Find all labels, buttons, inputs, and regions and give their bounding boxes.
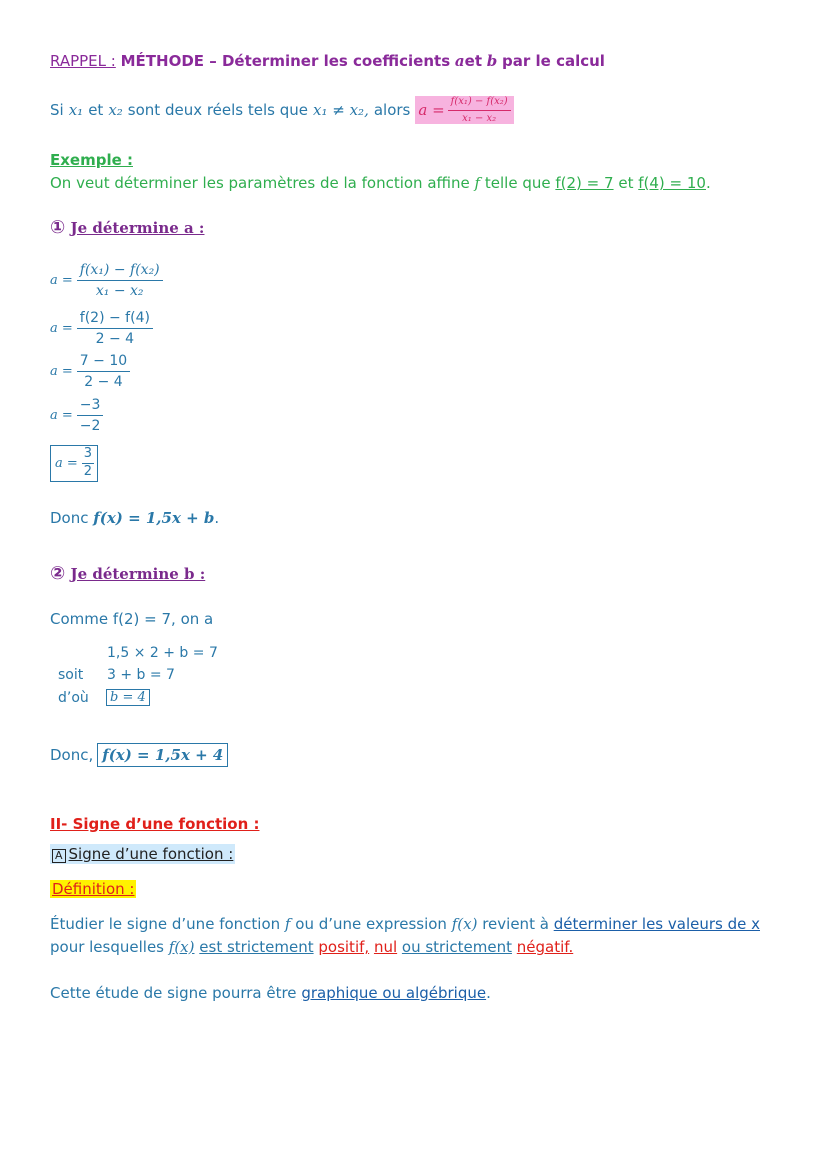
eq-2-lhs: a = xyxy=(50,321,73,337)
intro-formula xyxy=(415,96,513,124)
eq-boxed-lhs: a = xyxy=(55,455,78,471)
sub-title: Signe d’une fonction : xyxy=(68,845,234,863)
step-b-line1: 1,5 × 2 + b = 7 xyxy=(107,645,218,661)
def-line2b: est strictement xyxy=(199,938,314,956)
def-line2a: pour lesquelles xyxy=(50,938,164,956)
def-link1: déterminer les valeurs de x xyxy=(553,915,760,933)
rappel-suffix: par le calcul xyxy=(502,52,605,70)
intro-text1: sont deux réels tels que xyxy=(127,101,309,119)
eq-4-lhs: a = xyxy=(50,408,73,424)
eq-boxed-fraction xyxy=(82,447,94,480)
intro-line xyxy=(50,96,514,124)
exemple-telle: telle que xyxy=(484,174,551,192)
eq-3-lhs: a = xyxy=(50,364,73,380)
step-b-final-result: f(x) = 1,5x + 4 xyxy=(97,743,228,767)
eq-boxed-den: 2 xyxy=(83,463,93,479)
eq-3-den: 2 − 4 xyxy=(84,374,123,391)
step-b-line2: 3 + b = 7 xyxy=(107,667,175,683)
def-fx: f(x) xyxy=(451,915,478,933)
intro-et: et xyxy=(88,101,104,119)
eq-1-num: f(x₁) − f(x₂) xyxy=(77,262,163,281)
step-a-heading xyxy=(50,217,204,238)
intro-formula-num: f(x₁) − f(x₂) xyxy=(448,96,511,111)
intro-cond: x₁ ≠ x₂, xyxy=(313,101,369,119)
eq-line-1 xyxy=(50,262,163,299)
rappel-a: a xyxy=(454,52,465,70)
rappel-prefix: RAPPEL : xyxy=(50,52,116,70)
rappel-title: MÉTHODE – Déterminer les coefficients xyxy=(120,52,451,70)
eq-boxed-a xyxy=(50,445,98,482)
intro-formula-fraction xyxy=(448,96,511,124)
exemple-cond2: f(4) = 10 xyxy=(638,174,706,192)
step-b-dou: d’où xyxy=(58,690,89,706)
etude-dot: . xyxy=(486,984,491,1002)
eq-2-fraction xyxy=(77,310,153,347)
step-a-donc-label: Donc xyxy=(50,509,89,527)
step-b-soit: soit xyxy=(58,667,84,683)
step-a-donc xyxy=(50,509,219,527)
eq-3-num: 7 − 10 xyxy=(77,353,130,372)
step-a-title: Je détermine a : xyxy=(70,219,205,237)
section2-subtitle xyxy=(50,844,235,864)
etude-line xyxy=(50,984,491,1002)
step-b-comme: Comme f(2) = 7, on a xyxy=(50,610,214,628)
eq-2-den: 2 − 4 xyxy=(95,331,135,348)
eq-4-fraction xyxy=(77,397,104,434)
eq-2-num: f(2) − f(4) xyxy=(77,310,153,329)
intro-si: Si xyxy=(50,101,64,119)
eq-1-den: x₁ − x₂ xyxy=(95,283,144,300)
def-ou: ou strictement xyxy=(401,938,512,956)
exemple-text-main: On veut déterminer les paramètres de la fonction affine xyxy=(50,174,470,192)
exemple-title: Exemple : xyxy=(50,151,133,169)
eq-line-2 xyxy=(50,310,153,347)
step-a-result: f(x) = 1,5x + b xyxy=(93,509,215,527)
rappel-b: b xyxy=(486,52,498,70)
eq-1-lhs: a = xyxy=(50,273,73,289)
def-f: f xyxy=(284,915,291,933)
step-b-circle: ② xyxy=(50,563,66,584)
eq-boxed-num: 3 xyxy=(82,447,94,464)
rappel-et: et xyxy=(464,52,482,70)
eq-line-4 xyxy=(50,397,103,434)
step-b-final xyxy=(50,743,228,767)
def-nul: nul xyxy=(373,938,398,956)
eq-line-3 xyxy=(50,353,130,390)
eq-1-fraction xyxy=(77,262,163,299)
def-negatif: négatif. xyxy=(516,938,574,956)
intro-alors: alors xyxy=(373,101,411,119)
definition-line-2 xyxy=(50,938,573,956)
def-fx2: f(x) xyxy=(168,938,195,956)
section2-title: II- Signe d’une fonction : xyxy=(50,815,260,833)
exemple-cond1: f(2) = 7 xyxy=(555,174,614,192)
step-a-result-dot: . xyxy=(214,509,220,527)
intro-formula-lhs: a = xyxy=(418,101,445,119)
etude-text: Cette étude de signe pourra être xyxy=(50,984,297,1002)
definition-line-1 xyxy=(50,915,760,933)
def-text3: revient à xyxy=(482,915,549,933)
step-a-circle: ① xyxy=(50,217,66,238)
eq-4-num: −3 xyxy=(77,397,104,416)
step-b-heading xyxy=(50,563,205,584)
intro-x2: x₂ xyxy=(108,101,123,119)
def-text1: Étudier le signe d’une fonction xyxy=(50,915,281,933)
etude-link: graphique ou algébrique xyxy=(301,984,487,1002)
rappel-heading xyxy=(50,52,605,70)
eq-3-fraction xyxy=(77,353,130,390)
exemple-f: f xyxy=(474,174,481,192)
step-b-title: Je détermine b : xyxy=(70,565,206,583)
sub-letter-box: A xyxy=(52,849,66,863)
step-b-donc-label: Donc, xyxy=(50,746,94,764)
intro-formula-den: x₁ − x₂ xyxy=(462,112,497,124)
intro-x1: x₁ xyxy=(68,101,84,119)
exemple-text xyxy=(50,174,711,192)
exemple-dot: . xyxy=(705,174,711,192)
definition-label: Définition : xyxy=(52,880,135,898)
eq-4-den: −2 xyxy=(79,418,101,435)
def-text2: ou d’une expression xyxy=(295,915,447,933)
step-b-line3: b = 4 xyxy=(106,689,150,706)
exemple-et: et xyxy=(618,174,634,192)
def-positif: positif, xyxy=(318,938,370,956)
